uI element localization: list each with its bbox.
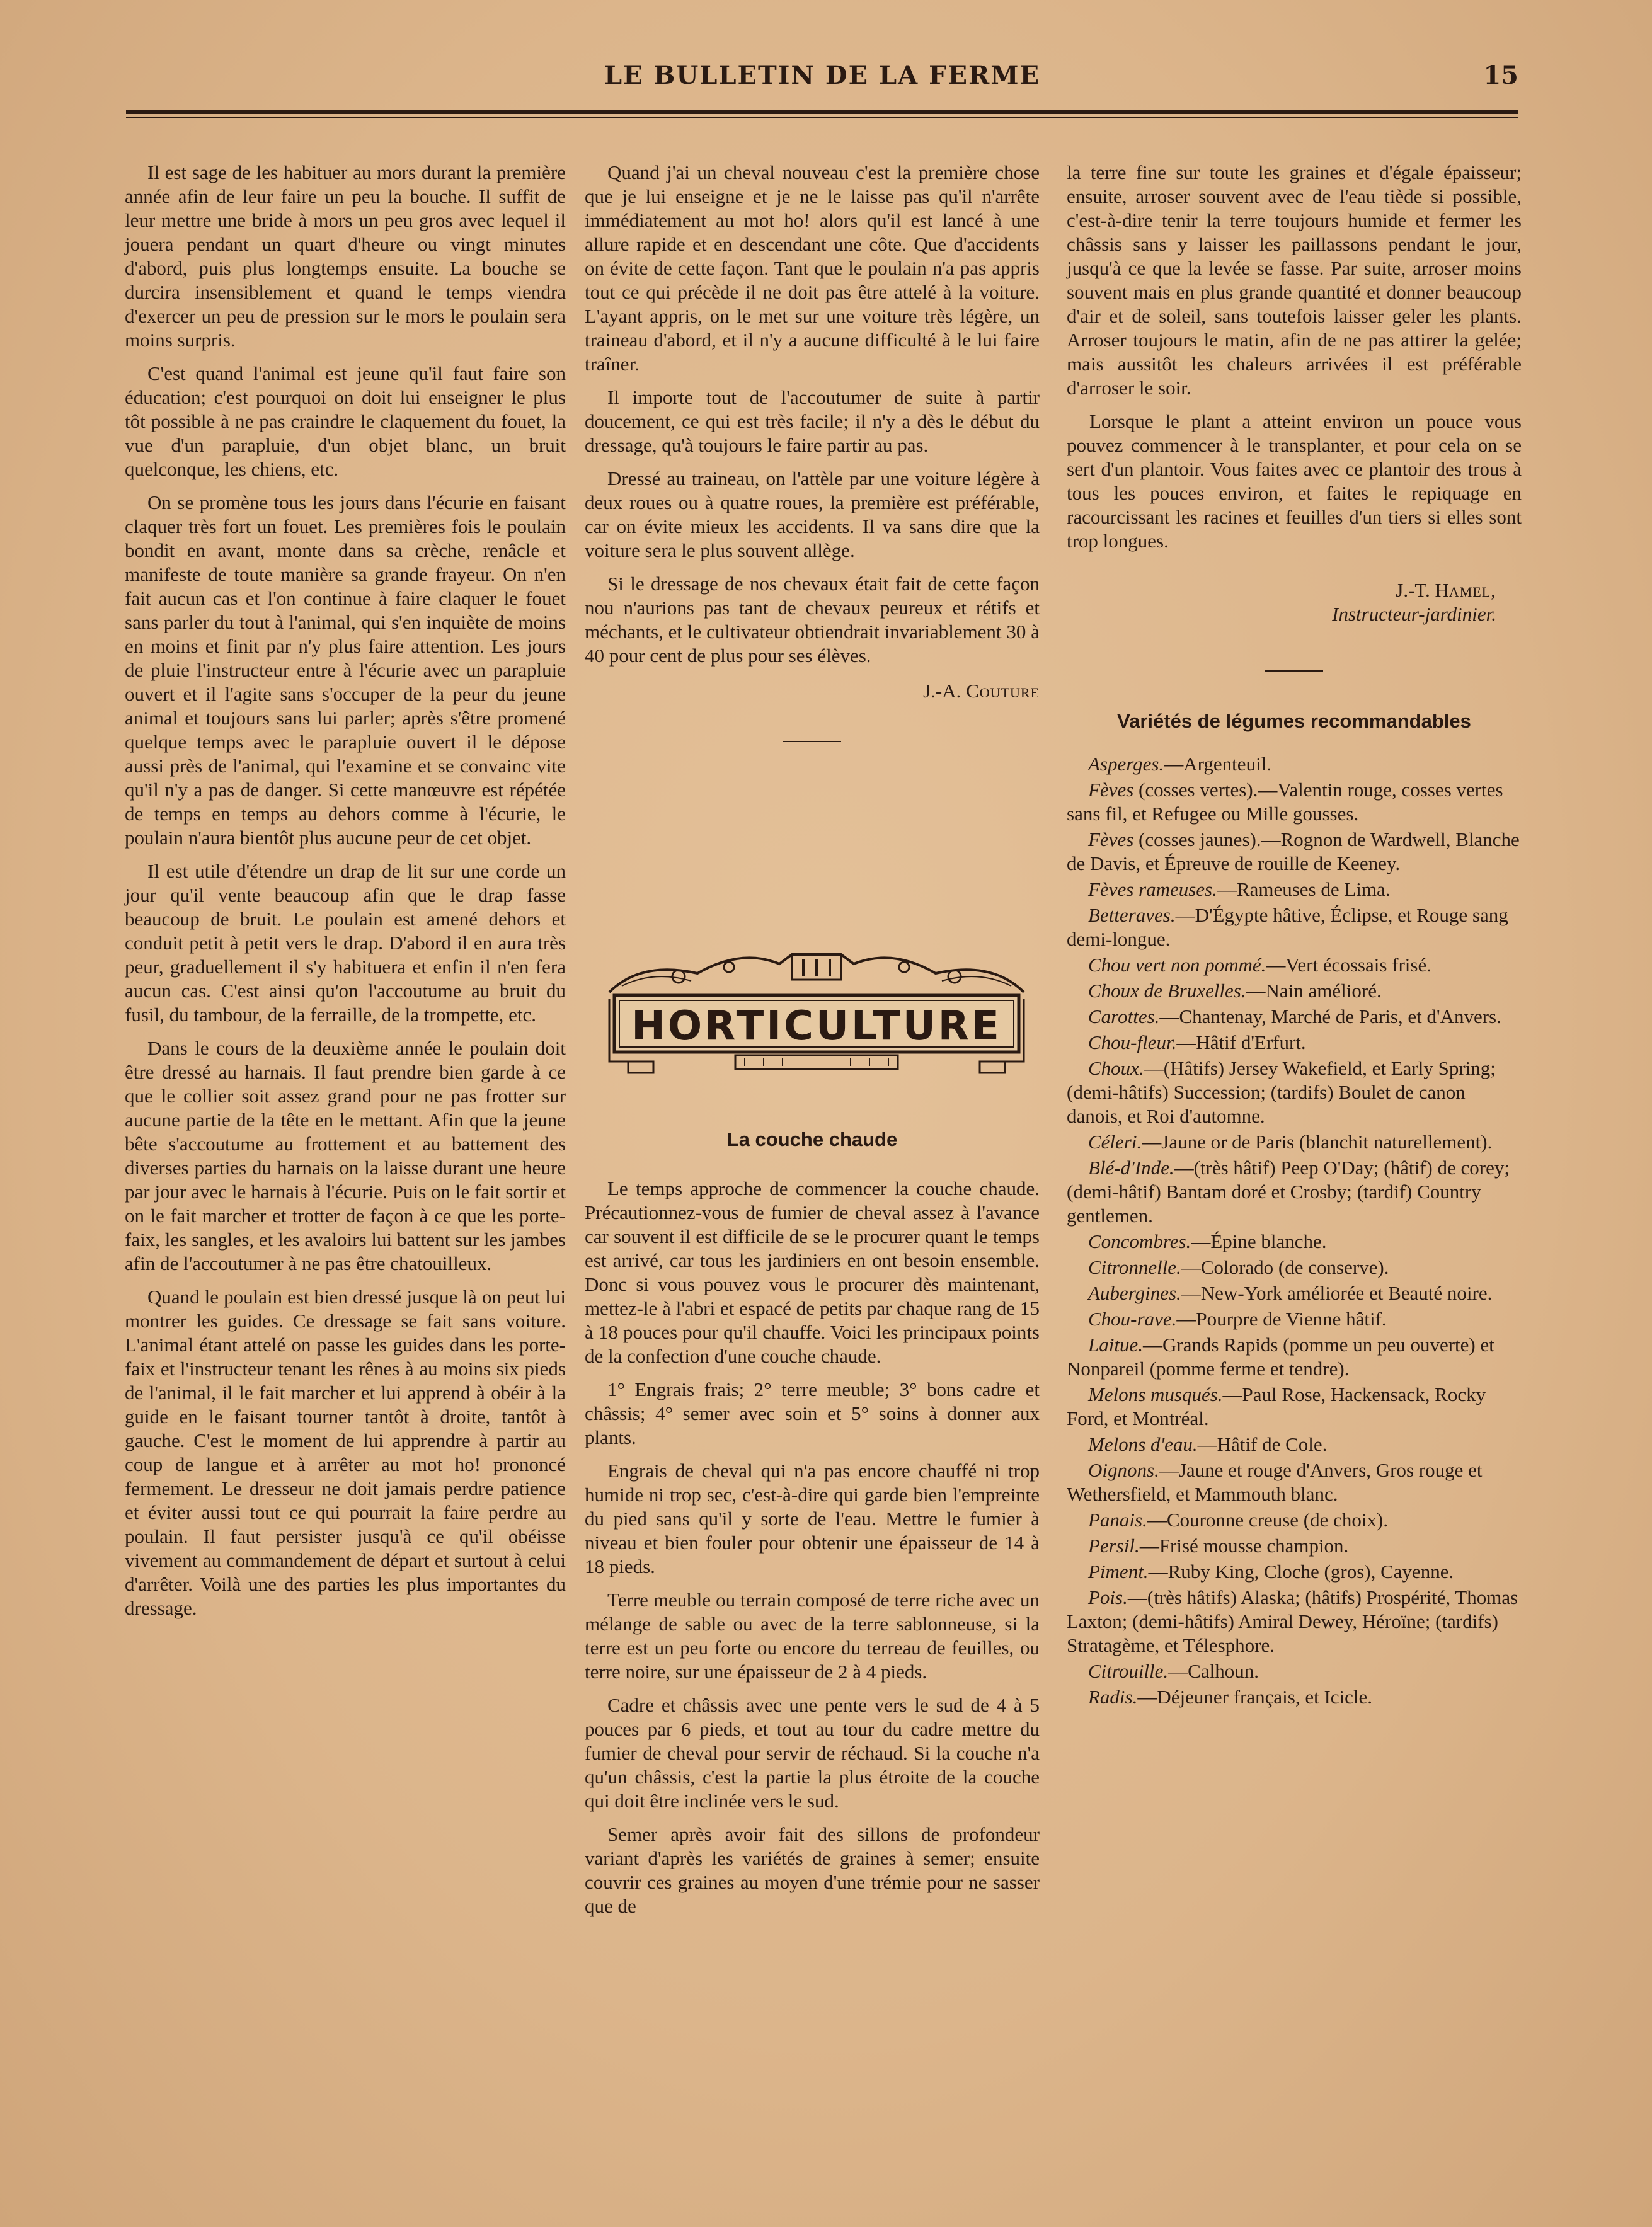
paragraph: Terre meuble ou terrain composé de terre riche avec un mélange de sable ou avec de la terre sablonneuse, si la terre est un peu forte ou encore du terreau de feuilles, ou terre noire, sur une épaisseur de 2 à 4 pieds. <box>585 1589 1040 1683</box>
column-1 <box>125 161 566 1630</box>
vegetable-varieties: (cosses vertes).—Valentin rouge, cosses vertes sans fil, et Refugee ou Mille gousses. <box>1067 779 1503 825</box>
paragraph: Engrais de cheval qui n'a pas encore chauffé ni trop humide ni trop sec, c'est-à-dire qui garde bien l'empreinte du pied sans qu'il y sorte de l'eau. Mettre le fumier à niveau et bien fouler pour obtenir une épaisseur de 14 à 18 pieds. <box>585 1460 1040 1577</box>
paragraph: Quand j'ai un cheval nouveau c'est la première chose que je lui enseigne et je ne le laisse pas qu'il n'arrête immédiatement au mot ho! alors qu'il est lancé à une allure rapide et en descendant une côte. Que d'accidents on évite de cette façon. Tant que le poulain n'a pas appris tout ce qui précède il ne doit pas être attelé à la voiture. L'ayant appris, on le met sur une voiture très légère, un traineau d'abord, et il n'y a aucune difficulté à le lui faire traîner. <box>585 161 1040 375</box>
list-item <box>1067 1685 1522 1709</box>
paragraph: Dans le cours de la deuxième année le poulain doit être dressé au harnais. Il faut prendre bien garde à ce que le collier soit assez grand pour ne pas frotter sur aucune partie de la tête en le mettant. Afin que la jeune bête s'accoutume au frottement et au battement des diverses parties du harnais on la laisse durant une heure par jour avec le harnais à l'écurie. Puis on le fait sortir et on le fait marcher et trotter de façon à ce que les porte-faix, les sangles, et les avaloirs lui battent sur les jambes afin de l'accoutumer à ne pas être chatouilleux. <box>125 1037 566 1274</box>
header-rule-thin <box>126 117 1518 118</box>
vegetable-name: Concombres. <box>1088 1230 1191 1252</box>
column-2 <box>585 161 1040 742</box>
vegetable-varieties: —Colorado (de conserve). <box>1181 1256 1389 1278</box>
list-item <box>1067 1056 1522 1128</box>
vegetable-varieties: —Nain amélioré. <box>1246 980 1382 1002</box>
vegetable-name: Oignons. <box>1088 1459 1159 1481</box>
vegetable-name: Fèves <box>1088 828 1134 850</box>
vegetable-name: Fèves rameuses. <box>1088 878 1217 900</box>
vegetable-varieties: —Jaune or de Paris (blanchit naturellement). <box>1142 1131 1493 1153</box>
vegetable-varieties: —Couronne creuse (de choix). <box>1147 1509 1389 1531</box>
paragraph: On se promène tous les jours dans l'écurie en faisant claquer très fort un fouet. Les premières fois le poulain bondit en avant, monte dans sa crèche, renâcle et manifeste de toute manière sa grande frayeur. On n'en fait aucun cas et l'on continue à faire claquer le fouet sans parler du tout à l'animal, qui s'en inquiète de moins en moins et finit par n'y plus faire attention. Les jours de pluie l'instructeur entre à l'écurie avec un parapluie ouvert et il l'agite sans s'occuper de la peur du jeune animal et toujours sans lui parler; après s'être promené quelque temps avec le parapluie ouvert il le dépose aussi près de l'animal, qui l'examine et se convainc vite qu'il n'y a pas de danger. Si cette manœuvre est répétée de temps en temps au dehors comme à l'écurie, le poulain n'aura bientôt plus aucune peur de cet objet. <box>125 491 566 849</box>
vegetable-varieties: —(très hâtif) Peep O'Day; (hâtif) de corey; (demi-hâtif) Bantam doré et Crosby; (tardif) Country gentlemen. <box>1067 1157 1510 1227</box>
list-item <box>1067 1130 1522 1154</box>
couche-chaude-article <box>585 1128 1040 1928</box>
signature-initials: J.-A. <box>923 680 961 702</box>
vegetable-varieties: —Jaune et rouge d'Anvers, Gros rouge et Wethersfield, et Mammouth blanc. <box>1067 1459 1483 1505</box>
vegetable-name: Radis. <box>1088 1686 1138 1708</box>
vegetable-name: Citronnelle. <box>1088 1256 1181 1278</box>
vegetable-name: Melons musqués. <box>1088 1383 1223 1405</box>
vegetable-varieties: —(très hâtifs) Alaska; (hâtifs) Prospérité, Thomas Laxton; (demi-hâtifs) Amiral Dewey, Héroïne; (tardifs) Stratagème, et Télesphore. <box>1067 1586 1518 1656</box>
signature-role: Instructeur-jardinier. <box>1332 603 1496 625</box>
vegetable-name: Chou vert non pommé. <box>1088 954 1266 976</box>
paragraph: Quand le poulain est bien dressé jusque là on peut lui montrer les guides. Ce dressage se fait sans voiture. L'animal étant attelé on passe les guides dans les porte-faix et l'instructeur tenant les rênes à au moins six pieds de l'animal, il le fait marcher et lui apprend à obéir à la guide en le faisant tourner tantôt à droite, tantôt à gauche. C'est le moment de lui apprendre à partir au coup de langue et à arrêter au mot ho! prononcé fermement. Le dresseur ne doit jamais perdre patience et éviter aussi tout ce qui pourrait la faire perdre au poulain. Il faut persister jusqu'à ce qu'il obéisse vivement au commandement de départ et surtout à celui d'arrêter. Voilà une des parties les plus importantes du dressage. <box>125 1286 566 1619</box>
signature-name: Couture <box>966 680 1040 702</box>
list-item <box>1067 1256 1522 1280</box>
vegetable-list <box>1067 752 1522 1709</box>
vegetable-name: Piment. <box>1088 1560 1149 1583</box>
list-item <box>1067 953 1522 977</box>
vegetable-name: Melons d'eau. <box>1088 1433 1198 1455</box>
vegetable-varieties: —New-York améliorée et Beauté noire. <box>1181 1282 1493 1304</box>
vegetable-varieties: —Vert écossais frisé. <box>1266 954 1431 976</box>
vegetable-varieties: —Grands Rapids (pomme un peu ouverte) et Nonpareil (pomme ferme et tendre). <box>1067 1334 1494 1380</box>
vegetable-varieties: —Rameuses de Lima. <box>1217 878 1391 900</box>
vegetable-name: Citrouille. <box>1088 1660 1169 1682</box>
varietes-heading: Variétés de légumes recommandables <box>1117 710 1471 732</box>
horticulture-banner <box>603 936 1030 1093</box>
list-item <box>1067 1307 1522 1331</box>
paragraph: Il est utile d'étendre un drap de lit sur une corde un jour qu'il vente beaucoup afin que le drap fasse beaucoup de bruit. Le poulain est amené dehors et conduit petit à petit vers le drap. D'abord il en aura très peur, graduellement il s'y habituera et enfin il n'en fera aucun cas. C'est ainsi qu'on l'accoutume au bruit du fusil, du tambour, de la ferraille, de la trompette, etc. <box>125 860 566 1026</box>
list-item <box>1067 979 1522 1003</box>
vegetable-name: Asperges. <box>1088 753 1164 775</box>
paragraph: Cadre et châssis avec une pente vers le sud de 4 à 5 pouces par 6 pieds, et tout au tour du cadre mettre du fumier de cheval pour servir de réchaud. Si la couche n'a qu'un châssis, c'est la partie la plus étroite de la couche qui doit être inclinée vers le sud. <box>585 1694 1040 1812</box>
paragraph: Lorsque le plant a atteint environ un pouce vous pouvez commencer à le transplanter, et pour cela on se sert d'un plantoir. Vous faites avec ce plantoir des trous à tous les pouces environ, et faites le repiquage en racourcissant les racines et feuilles d'un tiers si elles sont trop longues. <box>1067 410 1522 552</box>
list-item <box>1067 1031 1522 1055</box>
vegetable-varieties: —Chantenay, Marché de Paris, et d'Anvers. <box>1159 1005 1501 1028</box>
author-signature <box>1067 578 1522 626</box>
list-item <box>1067 903 1522 951</box>
list-item <box>1067 1281 1522 1305</box>
vegetable-name: Persil. <box>1088 1535 1140 1557</box>
list-item <box>1067 1560 1522 1584</box>
list-item <box>1067 1333 1522 1381</box>
vegetable-name: Pois. <box>1088 1586 1128 1608</box>
page-number: 15 <box>1483 60 1518 90</box>
paragraph: Si le dressage de nos chevaux était fait de cette façon nou n'aurions pas tant de chevaux peureux et rétifs et méchants, et le cultivateur obtiendrait invariablement 30 à 40 pour cent de plus pour ses élèves. <box>585 573 1040 667</box>
vegetable-name: Laitue. <box>1088 1334 1143 1356</box>
paragraph: la terre fine sur toute les graines et d'égale épaisseur; ensuite, arroser souvent avec de l'eau tiède si possible, c'est-à-dire tenir la terre toujours humide et fermer les châssis sans y laisser les paillassons pendant le jour, jusqu'à ce que la levée se fasse. Par suite, arroser moins souvent mais en plus grande quantité et donner beaucoup d'air et de soleil, sans toutefois laisser geler les plants. Arroser toujours le matin, afin de ne pas attirer la gelée; mais aussitôt les chaleurs arrivées il est préférable d'arroser le soir. <box>1067 161 1522 399</box>
header-rule-thick <box>126 110 1518 114</box>
list-item <box>1067 1156 1522 1228</box>
signature-name: amel, <box>1448 579 1496 601</box>
vegetable-varieties: —Frisé mousse champion. <box>1139 1535 1349 1557</box>
list-item <box>1067 1230 1522 1254</box>
paragraph: Semer après avoir fait des sillons de profondeur variant d'après les variétés de graines à semer; ensuite couvrir ces graines au moyen d'une trémie pour ne sasser que de <box>585 1823 1040 1917</box>
vegetable-name: Fèves <box>1088 779 1134 801</box>
ornament-icon <box>603 936 1030 1093</box>
banner-text: HORTICULTURE <box>631 1003 1002 1050</box>
vegetable-name: Céleri. <box>1088 1131 1142 1153</box>
vegetable-name: Aubergines. <box>1088 1282 1181 1304</box>
paragraph: 1° Engrais frais; 2° terre meuble; 3° bons cadre et châssis; 4° semer avec soin et 5° soins à donner aux plants. <box>585 1378 1040 1448</box>
vegetable-varieties: —Épine blanche. <box>1191 1230 1327 1252</box>
vegetable-varieties: —Ruby King, Cloche (gros), Cayenne. <box>1148 1560 1454 1583</box>
column-3 <box>1067 161 1522 1711</box>
author-signature <box>585 679 1040 703</box>
vegetable-name: Blé-d'Inde. <box>1088 1157 1174 1179</box>
list-item <box>1067 778 1522 826</box>
vegetable-varieties: —Hâtif de Cole. <box>1197 1433 1328 1455</box>
paragraph: Le temps approche de commencer la couche chaude. Précautionnez-vous de fumier de cheval assez à l'avance car souvent il est difficile de se le procurer quant le temps est arrivé, car tous les jardiniers en ont besoin ensemble. Donc si vous pouvez vous le procurer dès maintenant, mettez-le à l'abri et espacé de petits par chaque rang de 15 à 18 pouces pour qu'il chauffe. Voici les principaux points de la confection d'une couche chaude. <box>585 1177 1040 1367</box>
vegetable-varieties: —Hâtif d'Erfurt. <box>1176 1031 1306 1053</box>
paragraph: Il importe tout de l'accoutumer de suite à partir doucement, ce qui est très facile; il n'y a dès le début du dressage, qu'à toujours le faire partir au pas. <box>585 386 1040 456</box>
vegetable-name: Chou-fleur. <box>1088 1031 1177 1053</box>
list-item <box>1067 1508 1522 1532</box>
vegetable-name: Choux. <box>1088 1057 1144 1079</box>
vegetable-varieties: —Pourpre de Vienne hâtif. <box>1176 1308 1387 1330</box>
section-divider <box>783 741 841 742</box>
vegetable-varieties: —D'Égypte hâtive, Éclipse, et Rouge sang demi-longue. <box>1067 904 1508 950</box>
paragraph: C'est quand l'animal est jeune qu'il faut faire son éducation; c'est pourquoi on doit lui enseigner le plus tôt possible à ne pas craindre le claquement du fouet, la vue d'un parapluie, d'un objet blanc, un bruit quelconque, les chiens, etc. <box>125 362 566 480</box>
vegetable-varieties: —Paul Rose, Hackensack, Rocky Ford, et Montréal. <box>1067 1383 1486 1429</box>
list-item <box>1067 1433 1522 1457</box>
paragraph: Dressé au traineau, on l'attèle par une voiture légère à deux roues ou à quatre roues, la première est préférable, car on évite mieux les accidents. Il va sans dire que la voiture sera le plus souvent allège. <box>585 467 1040 561</box>
vegetable-name: Chou-rave. <box>1088 1308 1177 1330</box>
list-item <box>1067 878 1522 902</box>
list-item <box>1067 1383 1522 1431</box>
list-item <box>1067 1005 1522 1029</box>
publication-title: LE BULLETIN DE LA FERME <box>604 60 1040 90</box>
page-header <box>126 60 1518 105</box>
vegetable-name: Choux de Bruxelles. <box>1088 980 1246 1002</box>
list-item <box>1067 828 1522 876</box>
vegetable-name: Carottes. <box>1088 1005 1160 1028</box>
vegetable-varieties: —Calhoun. <box>1168 1660 1259 1682</box>
list-item <box>1067 1659 1522 1683</box>
signature-initials: J.-T. H <box>1396 579 1449 601</box>
vegetable-varieties: (cosses jaunes).—Rognon de Wardwell, Blanche de Davis, et Épreuve de rouille de Keeney. <box>1067 828 1520 874</box>
list-item <box>1067 1458 1522 1506</box>
paragraph: Il est sage de les habituer au mors durant la première année afin de leur faire un peu la bouche. Il suffit de leur mettre une bride à mors un peu gros avec lequel il jouera pendant un quart d'heure ou vingt minutes d'abord, puis plus longtemps ensuite. La bouche se durcira insensiblement et quand le temps viendra d'exercer un peu de pression sur le mors le poulain sera moins surpris. <box>125 161 566 351</box>
vegetable-varieties: —Déjeuner français, et Icicle. <box>1137 1686 1373 1708</box>
vegetable-varieties: —(Hâtifs) Jersey Wakefield, et Early Spring; (demi-hâtifs) Succession; (tardifs) Boulet de canon danois, et Roi d'automne. <box>1067 1057 1496 1127</box>
vegetable-name: Panais. <box>1088 1509 1147 1531</box>
list-item <box>1067 1586 1522 1657</box>
vegetable-varieties: —Argenteuil. <box>1164 753 1272 775</box>
list-item <box>1067 1534 1522 1558</box>
vegetable-name: Betteraves. <box>1088 904 1176 926</box>
article-heading: La couche chaude <box>726 1128 898 1150</box>
list-item <box>1067 752 1522 776</box>
